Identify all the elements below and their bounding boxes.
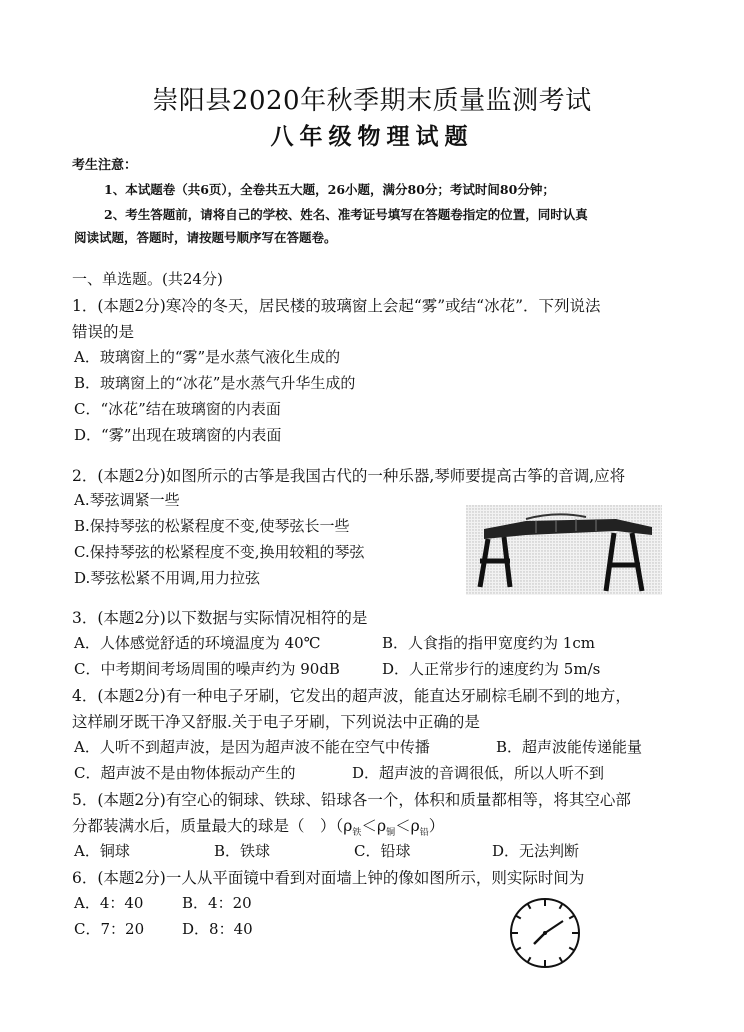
q6-option-a: A．4：40 <box>74 894 144 912</box>
q5-stem-line2 <box>72 814 444 838</box>
q5-stem-line1: 5．(本题2分)有空心的铜球、铁球、铅球各一个，体积和质量都相等，将其空心部 <box>72 791 631 809</box>
exam-title: 崇阳县2020年秋季期末质量监测考试 <box>152 86 592 116</box>
q2-option-a: A.琴弦调紧一些 <box>74 491 180 509</box>
q2-stem: 2．(本题2分)如图所示的古筝是我国古代的一种乐器,琴师要提高古筝的音调,应将 <box>72 467 626 485</box>
q3-option-d: D．人正常步行的速度约为 5m/s <box>382 660 601 678</box>
guzheng-image <box>466 505 662 595</box>
q3-option-a: A．人体感觉舒适的环境温度为 40℃ <box>74 634 321 652</box>
q1-option-c: C．“冰花”结在玻璃窗的内表面 <box>74 400 281 418</box>
notice-heading: 考生注意： <box>72 158 138 173</box>
section-1-title: 一、单选题。(共24分) <box>72 270 223 288</box>
q4-option-b: B．超声波能传递能量 <box>496 738 643 756</box>
q1-stem-line2: 错误的是 <box>72 323 135 341</box>
exam-subtitle: 八年级物理试题 <box>270 123 474 150</box>
clock-image <box>508 896 582 970</box>
notice-item-1: 1、本试题卷（共6页），全卷共五大题，26小题，满分80分；考试时间80分钟； <box>104 182 555 197</box>
q4-option-c: C．超声波不是由物体振动产生的 <box>74 764 296 782</box>
q3-stem: 3．(本题2分)以下数据与实际情况相符的是 <box>72 609 368 627</box>
q4-option-d: D．超声波的音调很低，所以人听不到 <box>352 764 605 782</box>
q3-option-b: B．人食指的指甲宽度约为 1cm <box>382 634 595 652</box>
q2-option-b: B.保持琴弦的松紧程度不变,使琴弦长一些 <box>74 517 350 535</box>
q2-option-d: D.琴弦松紧不用调,用力拉弦 <box>74 569 261 587</box>
q1-stem-line1: 1．(本题2分)寒冷的冬天，居民楼的玻璃窗上会起“雾”或结“冰花”．下列说法 <box>72 297 601 315</box>
q1-option-b: B．玻璃窗上的“冰花”是水蒸气升华生成的 <box>74 374 356 392</box>
q6-option-c: C．7：20 <box>74 920 145 938</box>
q5-option-d: D．无法判断 <box>492 842 580 860</box>
q6-option-b: B．4：20 <box>182 894 252 912</box>
notice-item-2a: 2、考生答题前，请将自己的学校、姓名、准考证号填写在答题卷指定的位置，同时认真 <box>104 207 588 222</box>
q5-option-c: C．铅球 <box>354 842 411 860</box>
q4-option-a: A．人听不到超声波，是因为超声波不能在空气中传播 <box>74 738 430 756</box>
notice-item-2b: 阅读试题，答题时，请按题号顺序写在答题卷。 <box>74 230 337 245</box>
q1-option-a: A．玻璃窗上的“雾”是水蒸气液化生成的 <box>74 348 341 366</box>
q4-stem-line2: 这样刷牙既干净又舒服.关于电子牙刷，下列说法中正确的是 <box>72 713 480 731</box>
q1-option-d: D．“雾”出现在玻璃窗的内表面 <box>74 426 282 444</box>
q5-option-b: B．铁球 <box>214 842 271 860</box>
q4-stem-line1: 4．(本题2分)有一种电子牙刷，它发出的超声波，能直达牙刷棕毛刷不到的地方， <box>72 687 631 705</box>
q6-option-d: D．8：40 <box>182 920 253 938</box>
q3-option-c: C．中考期间考场周围的噪声约为 90dB <box>74 660 340 678</box>
q6-stem: 6．(本题2分)一人从平面镜中看到对面墙上钟的像如图所示，则实际时间为 <box>72 869 585 887</box>
q2-option-c: C.保持琴弦的松紧程度不变,换用较粗的琴弦 <box>74 543 365 561</box>
q5-density-relation: $(\rho_铁<\rho_铜<\rho_铅)$ <box>335 817 445 839</box>
q5-option-a: A．铜球 <box>74 842 130 860</box>
q5-stem-text: 分都装满水后，质量最大的球是（ ） <box>72 817 336 835</box>
